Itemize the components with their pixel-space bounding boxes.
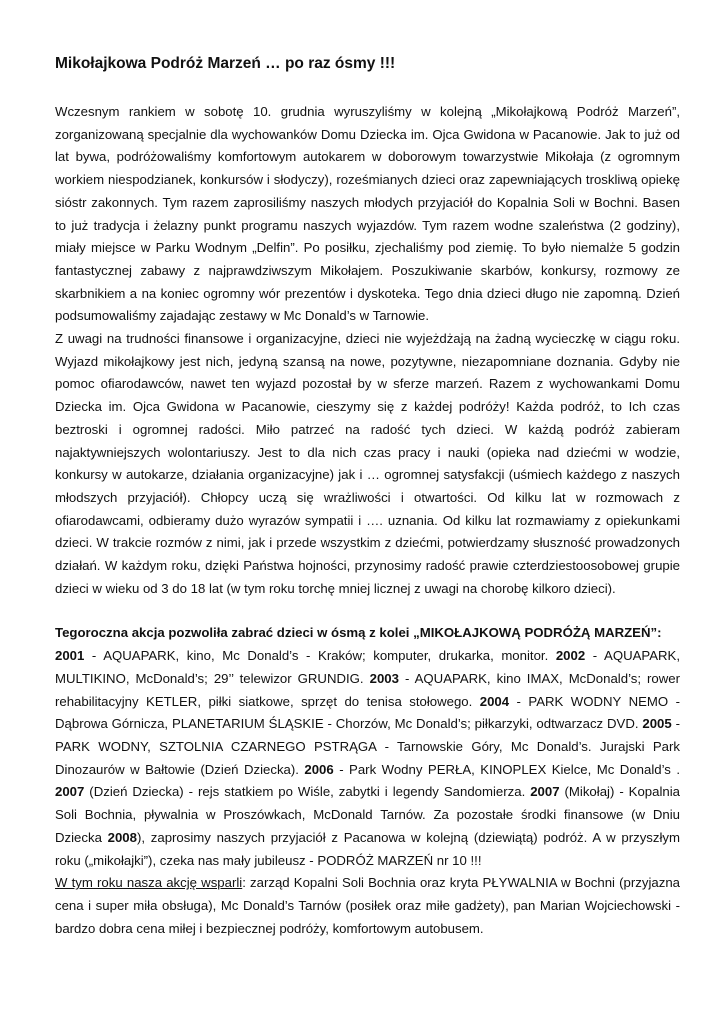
thanks-text: : zarząd Kopalni Soli Bochnia oraz kryta PŁYWALNIA w Bochni (przyjazna cena i super miła obsługa), Mc Donald’s Tarnów (posiłek oraz miłe gadżety), pan Marian Wojciechowski - bardzo dobra cena miłej i bezpiecznej podróży, komfortowym autobusem.	[55, 875, 680, 936]
history-entry-text: (Mikołaj) - Kopalnia Soli Bochnia, pływalnia w Proszówkach, McDonald Tarnów. Za pozostałe środki finansowe (w Dniu Dziecka	[55, 784, 681, 845]
history-entry-text: (Dzień Dziecka) - rejs statkiem po Wiśle, zabytki i legendy Sandomierza.	[84, 784, 531, 800]
history-entry-text: - AQUAPARK, kino, Mc Donald’s - Kraków; komputer, drukarka, monitor.	[84, 648, 556, 664]
thanks-lead: W tym roku nasza akcję wsparli	[55, 875, 243, 891]
thanks-paragraph	[55, 872, 680, 940]
history-year: 2008	[107, 829, 137, 845]
history-entry-text: - AQUAPARK, MULTIKINO, McDonald’s; 29’’ telewizor GRUNDIG.	[55, 648, 680, 686]
history-entry-text: - Park Wodny PERŁA, KINOPLEX Kielce, Mc Donald’s .	[333, 761, 680, 777]
history-tail: ), zaprosimy naszych przyjaciół z Pacanowa w kolejną (dziewiątą) podróż. A w przyszłym roku („mikołajki”), czeka nas mały jubileusz - PODRÓŻ MARZEŃ nr 10 !!!	[55, 829, 680, 868]
paragraph-trip-report: Wczesnym rankiem w sobotę 10. grudnia wyruszyliśmy w kolejną „Mikołajkową Podróż Marzeń”, zorganizowaną specjalnie dla wychowanków Domu Dziecka im. Ojca Gwidona w Pacanowie. Jak to już od lat bywa, podróżowaliśmy komfortowym autokarem w doborowym towarzystwie Mikołaja (z ogromnym workiem niespodzianek, konkursów i słodyczy), roześmianych dzieci oraz zapewniających troskliwą opiekę sióstr zakonnych. Tym razem zaprosiliśmy naszych młodych przyjaciół do Kopalnia Soli w Bochni. Basen to już tradycja i żelazny punkt programu naszych wyjazdów. Tym razem wodne szaleństwa (2 godziny), miały miejsce w Parku Wodnym „Delfin”. Po posiłku, zjechaliśmy pod ziemię. To było niemalże 5 godzin fantastycznej zabawy z najprawdziwszym Mikołajem. Poszukiwanie skarbów, konkursy, rozmowy ze skarbnikiem a na koniec ogromny wór prezentów i dyskoteka. Tego dnia dzieci długo nie zapomną. Dzień podsumowaliśmy zajadając zestawy w Mc Donald’s w Tarnowie.	[55, 104, 680, 324]
paragraph-motivation: Z uwagi na trudności finansowe i organizacyjne, dzieci nie wyjeżdżają na żadną wycieczkę w ciągu roku. Wyjazd mikołajkowy jest nich, jedyną szansą na nowe, pozytywne, niezapomniane doznania. Gdyby nie pomoc ofiarodawców, nawet ten wyjazd pozostał by w sferze marzeń. Razem z wychowankami Domu Dziecka im. Ojca Gwidona w Pacanowie, cieszymy się z każdej podróży! Każda podróż, to Ich czas beztroski i ogromnej radości. Miło patrzeć na radość tych dzieci. W każdą podróż zabieram najaktywniejszych wolontariuszy. Jest to dla nich czas pracy i nauki (opieka nad dziećmi w wodzie, konkursy w autokarze, działania organizacyjne) jak i … ogromnej satysfakcji (uśmiech każdego z naszych młodszych przyjaciół). Chłopcy uczą się wrażliwości i otwartości. Od kilku lat w rozmowach z ofiarodawcami, odbieramy dużo wyrazów sympatii i …. uznania. Od kilku lat rozmawiamy z opiekunkami dzieci. W trakcie rozmów z nimi, jak i przede wszystkim z dziećmi, potwierdzamy słuszność prowadzonych działań. W każdym roku, dzięki Państwa hojności, przynosimy radość prawie czterdziestoosobowej grupie dzieci w wieku od 3 do 18 lat (w tym roku torchę mniej licznej z uwagi na chorobę kilkoro dzieci).	[55, 331, 680, 596]
history-year: 2007	[530, 784, 560, 800]
history-heading: Tegoroczna akcja pozwoliła zabrać dzieci w ósmą z kolei „MIKOŁAJKOWĄ PODRÓŻĄ MARZEŃ”:	[55, 625, 662, 641]
history-year: 2007	[55, 784, 85, 800]
history-entry-text: - PARK WODNY, SZTOLNIA CZARNEGO PSTRĄGA - Tarnowskie Góry, Mc Donald’s. Jurajski Park Dinozaurów w Bałtowie (Dzień Dziecka).	[55, 716, 680, 777]
history-year: 2001	[55, 648, 85, 664]
history-entry-text: - AQUAPARK, kino IMAX, McDonald’s; rower rehabilitacyjny KETLER, piłki siatkowe, sprzęt do tenisa stołowego.	[55, 670, 680, 709]
history-paragraph	[55, 622, 680, 872]
history-year: 2003	[369, 670, 399, 686]
paragraph-gap	[55, 600, 680, 622]
history-year: 2002	[555, 648, 586, 664]
document-title: Mikołajkowa Podróż Marzeń … po raz ósmy !!!	[55, 55, 396, 72]
history-year: 2006	[304, 761, 334, 777]
history-entry-text: - PARK WODNY NEMO - Dąbrowa Górnicza, PLANETARIUM ŚLĄSKIE - Chorzów, Mc Donald’s; piłkarzyki, odtwarzacz DVD.	[55, 693, 681, 732]
history-year: 2004	[479, 693, 510, 709]
history-year: 2005	[642, 716, 672, 732]
